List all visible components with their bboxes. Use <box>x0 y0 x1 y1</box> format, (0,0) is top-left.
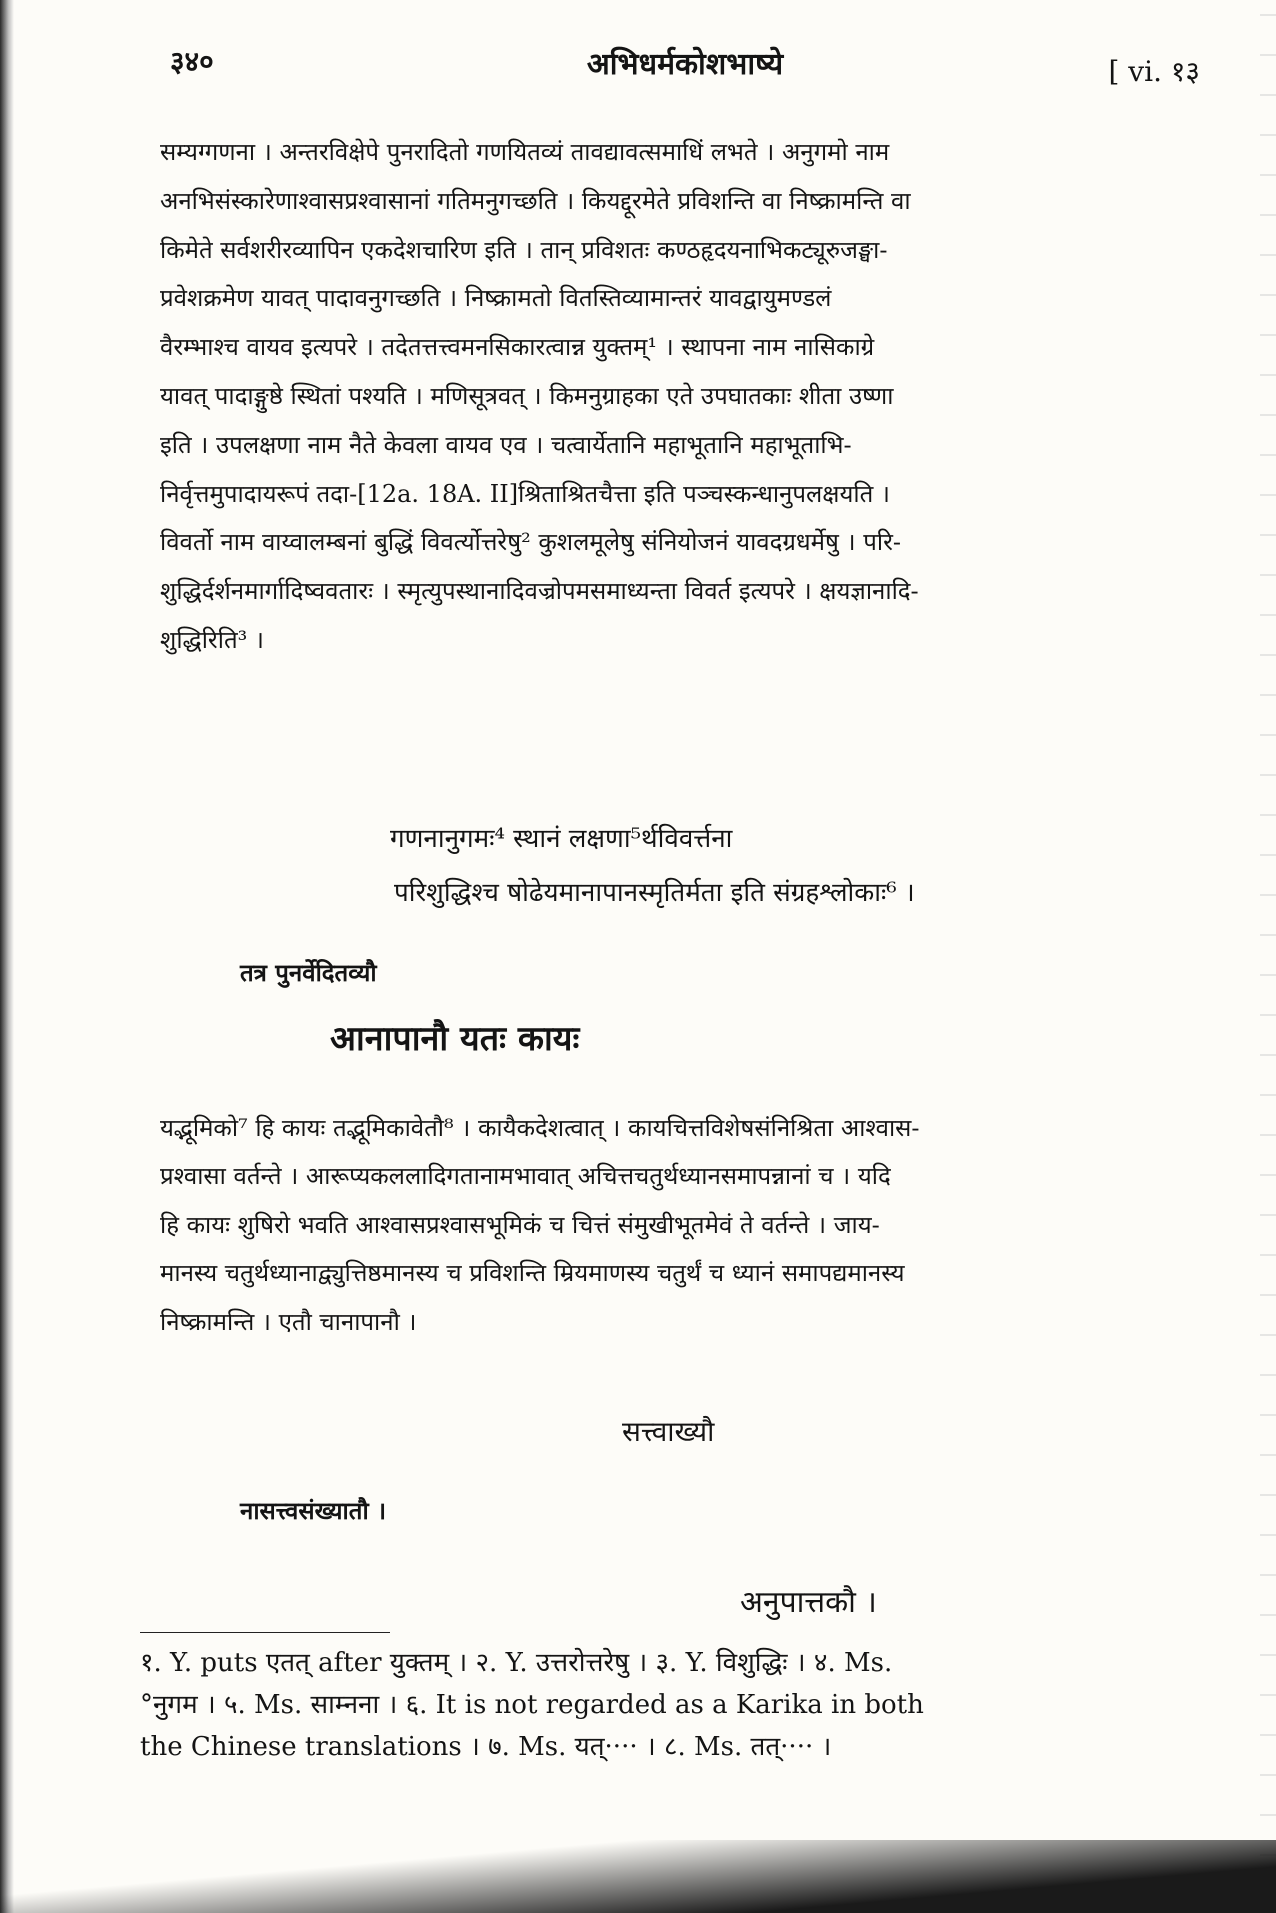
text-line: विवर्तो नाम वाय्वालम्बनां बुद्धिं विवर्त्योत्तरेषु² कुशलमूलेषु संनियोजनं यावदग्रधर्मेषु । परि- <box>160 528 902 557</box>
page-number: ३४० <box>170 45 214 78</box>
running-title: अभिधर्मकोशभाष्ये <box>586 47 784 82</box>
verse-line-1: गणनानुगमः⁴ स्थानं लक्षणा⁵र्थविवर्त्तना <box>390 824 733 854</box>
karika-fragment-anupattakau: अनुपात्तकौ । <box>740 1585 877 1620</box>
footnotes <box>140 1642 1180 1768</box>
text-line: अनभिसंस्कारेणाश्वासप्रश्वासानां गतिमनुगच्छति । कियद्दूरमेते प्रविशन्ति वा निष्क्रामन्ति वा <box>160 186 911 215</box>
text-line: सम्यग्गणना । अन्तरविक्षेपे पुनरादितो गणयितव्यं तावद्यावत्समाधिं लभते । अनुगमो नाम <box>160 138 890 166</box>
scan-shadow <box>0 1840 1276 1913</box>
transition-line: तत्र पुनर्वेदितव्यौ <box>240 958 377 987</box>
summary-verse <box>390 812 1210 920</box>
page-header <box>170 42 1200 102</box>
text-line: इति । उपलक्षणा नाम नैते केवला वायव एव । चत्वार्येतानि महाभूतानि महाभूताभि- <box>160 430 852 459</box>
commentary-paragraph <box>160 1104 1200 1346</box>
text-line: यद्भूमिको⁷ हि कायः तद्भूमिकावेतौ⁸ । कायैकदेशत्वात् । कायचित्तविशेषसंनिश्रिता आश्वास- <box>160 1114 920 1142</box>
text-line: यावत् पादाङ्गुष्ठे स्थितां पश्यति । मणिसूत्रवत् । किमनुग्राहका एते उपघातकाः शीता उष्णा <box>160 381 894 410</box>
text-line: प्रश्वासा वर्तन्ते । आरूप्यकललादिगतानामभावात् अचित्तचतुर्थध्यानसमापन्नानां च । यदि <box>160 1162 891 1191</box>
text-line: प्रवेशक्रमेण यावत् पादावनुगच्छति । निष्क्रामतो वितस्तिव्यामान्तरं यावद्वायुमण्डलं <box>160 284 832 313</box>
karika-heading: आनापानौ यतः कायः <box>330 1019 580 1059</box>
karika-fragment-sattvakhyau: सत्त्वाख्यौ <box>622 1415 715 1448</box>
page-edge <box>1260 0 1276 1913</box>
text-line: शुद्धिरिति³ । <box>160 625 264 654</box>
commentary-line-nasattva: नासत्त्वसंख्यातौ । <box>240 1496 387 1525</box>
footnote-line: the Chinese translations । ७. Ms. यत्···· । ८. Ms. तत्···· । <box>140 1732 832 1762</box>
text-line: किमेते सर्वशरीरव्यापिन एकदेशचारिण इति । तान् प्रविशतः कण्ठहृदयनाभिकट्यूरुजङ्घा- <box>160 235 888 264</box>
footnote-line: १. Y. puts एतत् after युक्तम् । २. Y. उत्तरोत्तरेषु । ३. Y. विशुद्धिः । ४. Ms. <box>140 1648 893 1678</box>
section-reference: [ vi. १३ <box>1108 55 1200 88</box>
text-line: वैरम्भाश्च वायव इत्यपरे । तदेतत्तत्त्वमनसिकारत्वान्न युक्तम्¹ । स्थापना नाम नासिकाग्रे <box>160 333 875 362</box>
footnote-line: °नुगम । ५. Ms. साम्नना । ६. It is not regarded as a Karika in both <box>140 1690 924 1720</box>
text-line: निष्क्रामन्ति । एतौ चानापानौ । <box>160 1307 417 1336</box>
text-line: मानस्य चतुर्थध्यानाद्व्युत्तिष्ठमानस्य च प्रविशन्ति म्रियमाणस्य चतुर्थं च ध्यानं समापद्यमानस्य <box>160 1259 905 1288</box>
text-line: हि कायः शुषिरो भवति आश्वासप्रश्वासभूमिकं च चित्तं संमुखीभूतमेवं ते वर्तन्ते । जाय- <box>160 1210 880 1239</box>
text-line: निर्वृत्तमुपादायरूपं तदा-[12a. 18A. II]श्रिताश्रितचैत्ता इति पञ्चस्कन्धानुपलक्षयति । <box>160 479 891 508</box>
main-paragraph <box>160 128 1200 665</box>
binding-shadow <box>0 0 14 1913</box>
verse-line-2: परिशुद्धिश्च षोढेयमानापानस्मृतिर्मता इति संग्रहश्लोकाः⁶ । <box>394 878 915 908</box>
text-line: शुद्धिर्दर्शनमार्गादिष्ववतारः । स्मृत्युपस्थानादिवज्रोपमसमाध्यन्ता विवर्त इत्यपरे । क्षयज्ञानादि- <box>160 577 919 606</box>
footnote-divider <box>140 1632 390 1633</box>
